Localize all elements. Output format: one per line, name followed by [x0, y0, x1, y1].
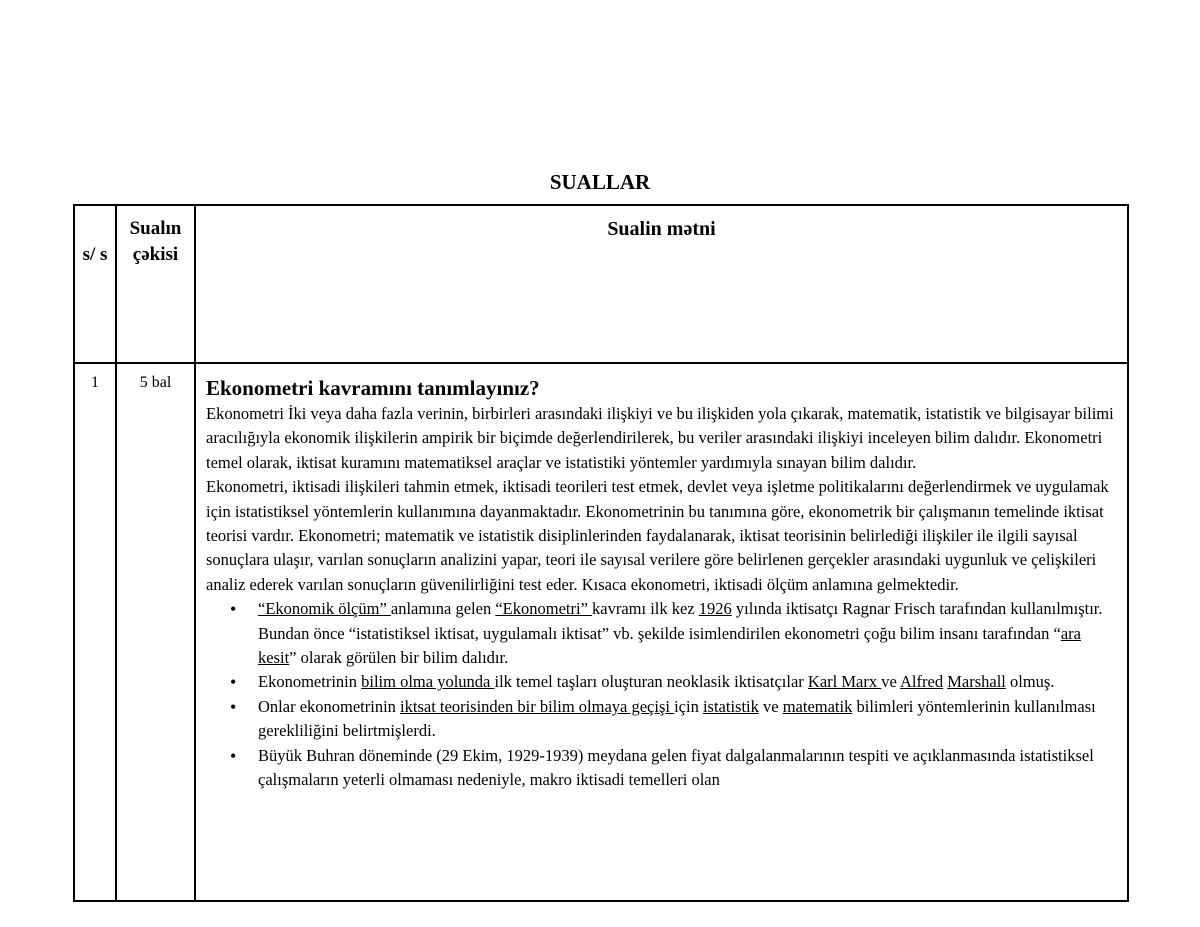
header-weight: Sualın çəkisi: [116, 205, 195, 363]
bullet-1-seg-4: kavramı ilk kez: [592, 599, 699, 619]
list-item: [258, 744, 1117, 793]
bullet-2-seg-5: ve: [881, 672, 901, 692]
answer-bullet-list: [206, 597, 1117, 792]
table-row: [74, 363, 1128, 901]
bullet-4-seg-1: Büyük Buhran döneminde (29 Ekim, 1929-1939) meydana gelen fiyat dalgalanmalarının tespiti ve açıklanmasında istatistiksel çalışmaların yeterli olmaması nedeniyle, makro iktisadi temelleri olan: [258, 745, 1094, 790]
bullet-1-seg-3: “Ekonometri”: [495, 599, 593, 619]
row-score: 5 bal: [116, 363, 195, 901]
header-question-text: Sualin mətni: [195, 205, 1128, 363]
document-title: SUALLAR: [549, 170, 651, 194]
table-header-row: [74, 205, 1128, 363]
bullet-2-seg-4: Karl Marx: [807, 672, 882, 692]
list-item: [258, 695, 1117, 744]
bullet-1-seg-5: 1926: [698, 599, 732, 619]
bullet-2-seg-9: olmuş.: [1005, 672, 1055, 692]
row-question-cell: [195, 363, 1128, 901]
bullet-3-seg-2: iktsat teorisinden bir bilim olmaya geçişi: [400, 696, 675, 716]
bullet-3-seg-4: istatistik: [702, 696, 759, 716]
bullet-2-seg-2: bilim olma yolunda: [361, 672, 495, 692]
bullet-2-seg-1: Ekonometrinin: [258, 672, 362, 692]
bullet-3-seg-5: ve: [758, 696, 783, 716]
answer-paragraph-2: Ekonometri, iktisadi ilişkileri tahmin etmek, iktisadi teorileri test etmek, devlet veya işletme politikalarını değerlendirmek ve uygulamak için istatistiksel yöntemlerin kullanımına dayanmaktadır. Ekonometrinin bu tanımına göre, ekonometrik bir çalışmanın temelinde iktisat teorisi vardır. Ekonometri; matematik ve istatistik disiplinlerinden faydalanarak, iktisat teorisinin belirlediği ilişkiler ile ilgili sayısal sonuçlara ulaşır, varılan sonuçların analizini yapar, teori ile sayısal verilere göre belirlenen gerçekler arasındaki uygunluk ve çelişkileri analiz ederek varılan sonuçların güvenilirliğini test eder. Kısaca ekonometri, iktisadi ölçüm anlamına gelmektedir.: [206, 477, 1109, 594]
bullet-2-seg-3: ilk temel taşları oluşturan neoklasik iktisatçılar: [494, 672, 808, 692]
answer-paragraph-1: Ekonometri İki veya daha fazla verinin, birbirleri arasındaki ilişkiyi ve bu ilişkiden yola çıkarak, matematik, istatistik ve bilgisayar bilimi aracılığıyla ekonomik ilişkilerin ampirik bir biçimde değerlendirilerek, bu veriler arasındaki ilişkiyi inceleyen bilim dalıdır. Ekonometri temel olarak, iktisat kuramını matematiksel araçlar ve istatistiki yöntemler yardımıyla sınayan bilim dalıdır.: [206, 404, 1114, 472]
question-title: Ekonometri kavramını tanımlayınız?: [206, 376, 540, 400]
bullet-3-seg-6: matematik: [782, 696, 853, 716]
bullet-3-seg-3: için: [674, 696, 703, 716]
bullet-1-seg-6: yılında iktisatçı Ragnar Frisch tarafından kullanılmıştır. Bundan önce “istatistiksel iktisat, uygulamalı iktisat” vb. şekilde isimlendirilen ekonometri çoğu bilim insanı tarafından “: [258, 599, 1103, 643]
bullet-2-seg-8: Marshall: [947, 672, 1006, 692]
bullet-2-seg-6: Alfred: [900, 672, 944, 692]
bullet-1-seg-8: ” olarak görülen bir bilim dalıdır.: [289, 648, 509, 668]
bullet-3-seg-7: bilimleri yöntemlerinin kullanılması gerekliliğini belirtmişlerdi.: [258, 696, 1096, 741]
bullet-1-seg-2: anlamına gelen: [390, 599, 496, 619]
header-ss: s/ s: [74, 205, 116, 363]
bullet-3-seg-1: Onlar ekonometrinin: [258, 696, 401, 716]
list-item: [258, 597, 1117, 670]
bullet-1-seg-1: “Ekonomik ölçüm”: [258, 599, 391, 619]
list-item: [258, 670, 1117, 694]
questions-table: [73, 204, 1129, 902]
bullet-1-seg-7: ara kesit: [258, 623, 1081, 668]
row-number: 1: [74, 363, 116, 901]
